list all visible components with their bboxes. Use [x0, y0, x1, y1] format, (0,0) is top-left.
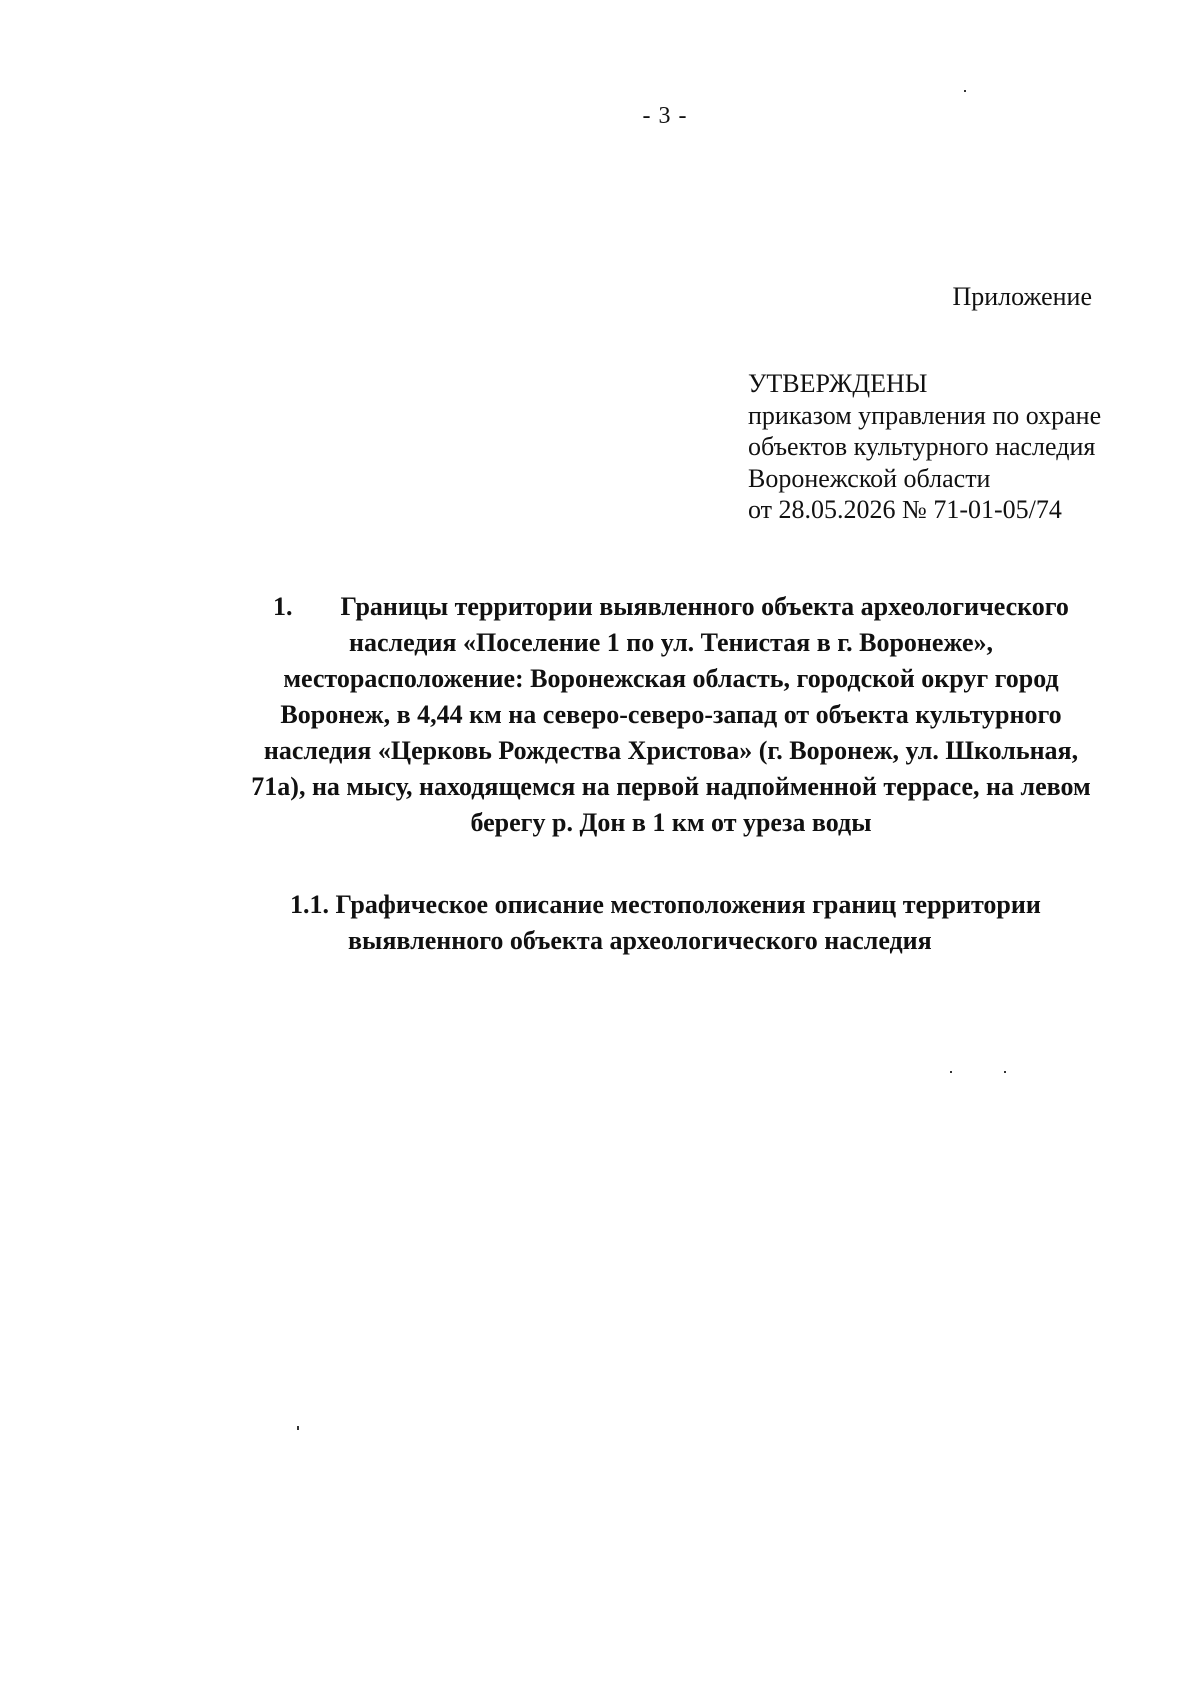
section-heading-line: наследия «Поселение 1 по ул. Тенистая в г. Воронеже»,: [348, 628, 993, 657]
subsection-heading-line: 1.1. Графическое описание местоположения границ территории: [290, 890, 1041, 919]
approval-line: Воронежской области: [748, 463, 991, 493]
subsection-heading: [290, 887, 1130, 959]
section-heading-text: Границы территории выявленного объекта археологического: [340, 592, 1069, 621]
scan-speck: [1004, 1071, 1006, 1073]
approval-line: приказом управления по охране: [748, 400, 1102, 430]
section-number: 1.: [273, 592, 293, 621]
scan-speck: [964, 90, 966, 92]
approval-block: [748, 368, 1101, 526]
section-heading-line: Воронеж, в 4,44 км на северо-северо-запад от объекта культурного: [280, 700, 1062, 729]
scan-speck: [950, 1071, 952, 1073]
approval-line: объектов культурного наследия: [748, 432, 1096, 461]
subsection-heading-line: выявленного объекта археологического наследия: [348, 926, 932, 955]
page-number: - 3 -: [642, 103, 688, 129]
section-heading-line: наследия «Церковь Рождества Христова» (г. Воронеж, ул. Школьная,: [263, 736, 1079, 765]
section-heading: [196, 589, 1146, 841]
approval-title: УТВЕРЖДЕНЫ: [748, 369, 928, 398]
section-heading-line: 71а), на мысу, находящемся на первой надпойменной террасе, на левом: [251, 772, 1091, 801]
section-heading-line: [196, 589, 1146, 625]
section-heading-line: месторасположение: Воронежская область, городской округ город: [283, 664, 1059, 693]
approval-order-line: от 28.05.2026 № 71-01-05/74: [748, 495, 1062, 524]
annex-label: Приложение: [952, 282, 1092, 311]
scan-speck: [297, 1426, 299, 1430]
section-heading-line: берегу р. Дон в 1 км от уреза воды: [470, 808, 872, 837]
